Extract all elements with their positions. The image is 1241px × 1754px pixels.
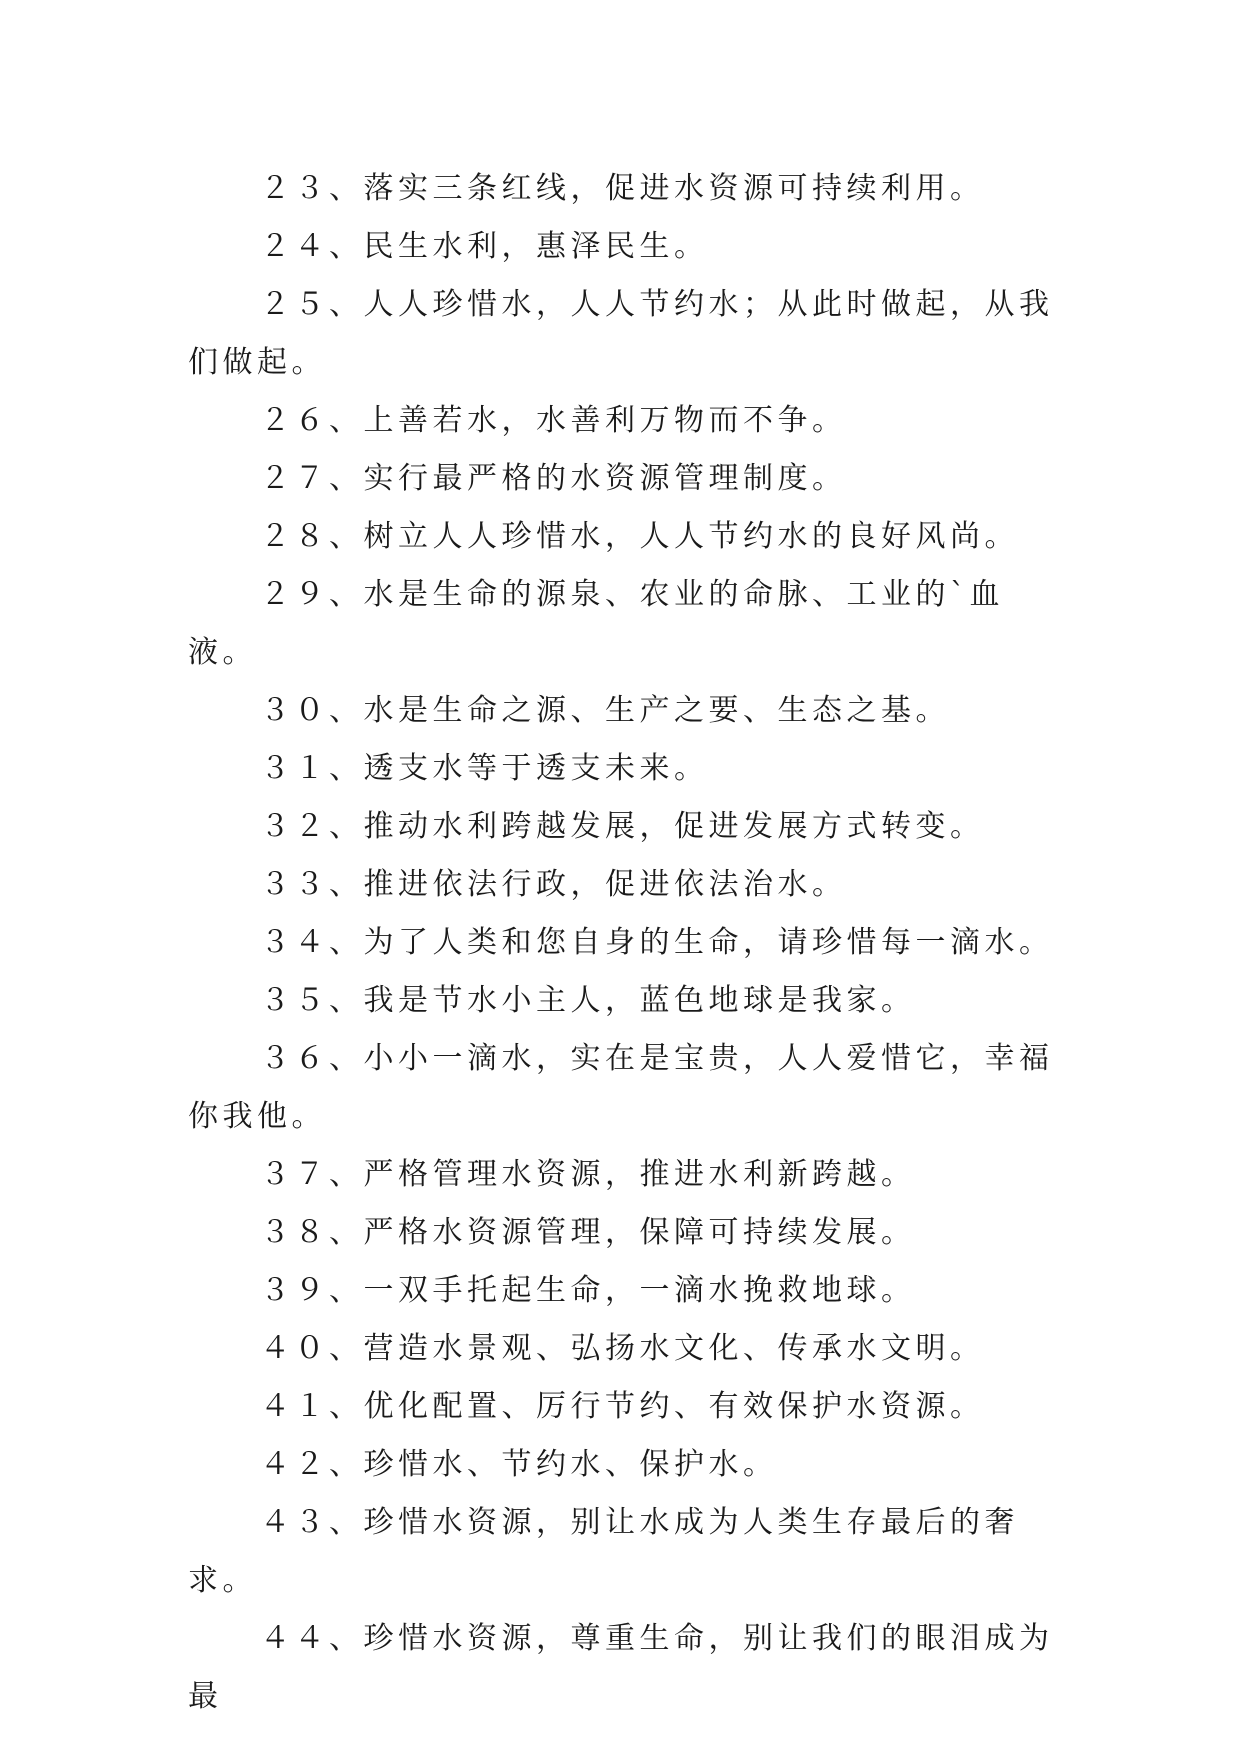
- paragraph-26: ２６、上善若水，水善利万物而不争。: [260, 403, 847, 438]
- paragraph-41: ４１、优化配置、厉行节约、有效保护水资源。: [260, 1389, 985, 1424]
- paragraph-40: ４０、营造水景观、弘扬水文化、传承水文明。: [260, 1331, 985, 1366]
- paragraph-36: ３６、小小一滴水，实在是宝贵，人人爱惜它，幸福你我他。: [188, 1041, 1054, 1134]
- paragraph-33: ３３、推进依法行政，促进依法治水。: [260, 867, 847, 902]
- paragraph-43: ４３、珍惜水资源，别让水成为人类生存最后的奢求。: [188, 1505, 1019, 1598]
- paragraph-29: ２９、水是生命的源泉、农业的命脉、工业的`血液。: [188, 577, 1004, 670]
- paragraph-42: ４２、珍惜水、节约水、保护水。: [260, 1447, 778, 1482]
- paragraph-25: ２５、人人珍惜水，人人节约水；从此时做起，从我们做起。: [188, 287, 1054, 380]
- paragraph-34: ３４、为了人类和您自身的生命，请珍惜每一滴水。: [260, 925, 1054, 960]
- paragraph-23: ２３、落实三条红线，促进水资源可持续利用。: [260, 171, 985, 206]
- paragraph-38: ３８、严格水资源管理，保障可持续发展。: [260, 1215, 916, 1250]
- paragraph-31: ３１、透支水等于透支未来。: [260, 751, 709, 786]
- paragraph-39: ３９、一双手托起生命，一滴水挽救地球。: [260, 1273, 916, 1308]
- paragraph-35: ３５、我是节水小主人，蓝色地球是我家。: [260, 983, 916, 1018]
- paragraph-37: ３７、严格管理水资源，推进水利新跨越。: [260, 1157, 916, 1192]
- paragraph-32: ３２、推动水利跨越发展，促进发展方式转变。: [260, 809, 985, 844]
- paragraph-24: ２４、民生水利，惠泽民生。: [260, 229, 709, 264]
- document-body: [188, 160, 1068, 1726]
- paragraph-28: ２８、树立人人珍惜水，人人节约水的良好风尚。: [260, 519, 1019, 554]
- paragraph-27: ２７、实行最严格的水资源管理制度。: [260, 461, 847, 496]
- paragraph-30: ３０、水是生命之源、生产之要、生态之基。: [260, 693, 950, 728]
- paragraph-44: ４４、珍惜水资源，尊重生命，别让我们的眼泪成为最: [188, 1621, 1054, 1714]
